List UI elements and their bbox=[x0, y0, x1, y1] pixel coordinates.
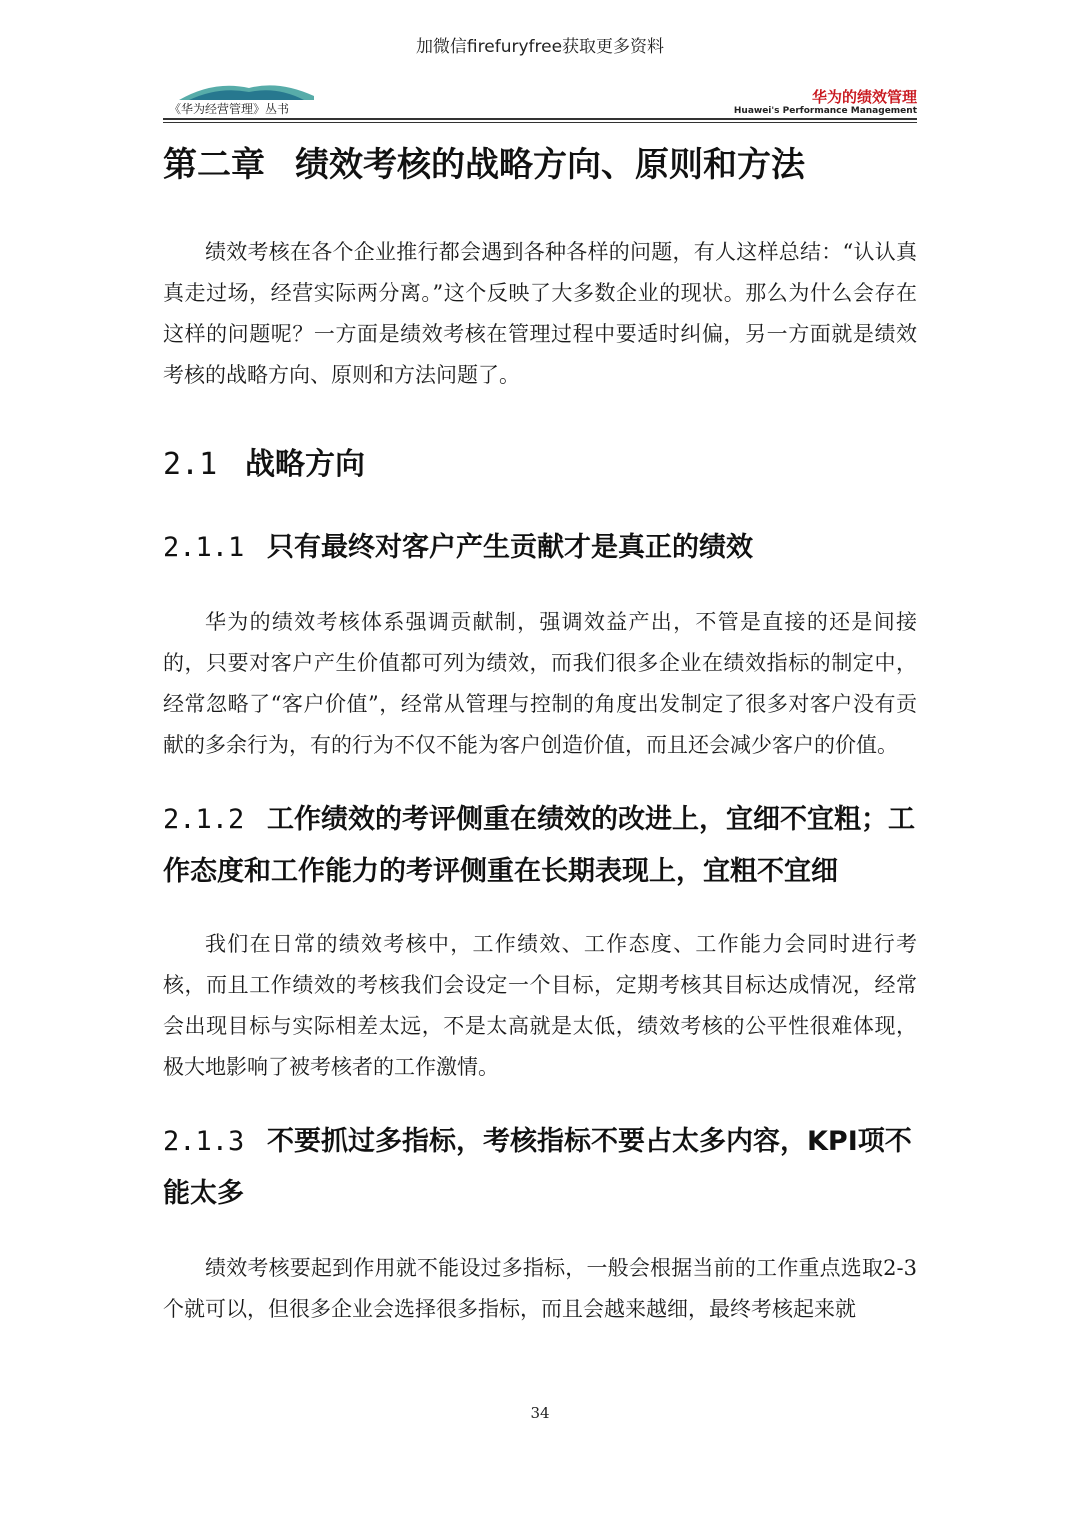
subsection-title: 工作绩效的考评侧重在绩效的改进上，宜细不宜粗；工作态度和工作能力的考评侧重在长期表现上，宜粗不宜细 bbox=[163, 804, 915, 887]
subsection-title: 不要抓过多指标，考核指标不要占太多内容，KPI项不能太多 bbox=[163, 1126, 912, 1209]
brand-title-en: Huawei's Performance Management bbox=[733, 106, 917, 116]
subsection-title: 只有最终对客户产生贡献才是真正的绩效 bbox=[267, 532, 753, 563]
header-rule-thin bbox=[163, 122, 917, 123]
page-header bbox=[163, 78, 917, 122]
page-content bbox=[163, 140, 917, 1330]
subsection-heading bbox=[163, 794, 917, 898]
chapter-title: 绩效考核的战略方向、原则和方法 bbox=[295, 145, 805, 185]
section-number: 2.1 bbox=[163, 447, 218, 482]
page-number: 34 bbox=[530, 1404, 550, 1422]
header-rule bbox=[163, 118, 917, 120]
subsection-number: 2.1.3 bbox=[163, 1126, 245, 1157]
chapter-number: 第二章 bbox=[163, 145, 265, 185]
brand-title-cn: 华为的绩效管理 bbox=[811, 88, 917, 106]
subsection-paragraph: 绩效考核要起到作用就不能设过多指标，一般会根据当前的工作重点选取2-3个就可以，但很多企业会选择很多指标，而且会越来越细，最终考核起来就 bbox=[163, 1256, 917, 1321]
series-logo-icon bbox=[169, 78, 329, 102]
subsection-number: 2.1.2 bbox=[163, 804, 245, 835]
subsection-heading bbox=[163, 1116, 917, 1220]
section-heading bbox=[163, 442, 917, 488]
subsection-number: 2.1.1 bbox=[163, 532, 245, 563]
chapter-intro-paragraph: 绩效考核在各个企业推行都会遇到各种各样的问题，有人这样总结：“认认真真走过场，经营实际两分离。”这个反映了大多数企业的现状。那么为什么会存在这样的问题呢？一方面是绩效考核在管理过程中要适时纠偏，另一方面就是绩效考核的战略方向、原则和方法问题了。 bbox=[163, 240, 917, 387]
chapter-heading bbox=[163, 140, 917, 190]
brand-block bbox=[734, 88, 917, 117]
subsection-paragraph: 我们在日常的绩效考核中，工作绩效、工作态度、工作能力会同时进行考核，而且工作绩效的考核我们会设定一个目标，定期考核其目标达成情况，经常会出现目标与实际相差太远，不是太高就是太低，绩效考核的公平性很难体现，极大地影响了被考核者的工作激情。 bbox=[163, 932, 917, 1079]
series-title: 《华为经营管理》丛书 bbox=[169, 102, 290, 116]
subsection-heading bbox=[163, 522, 917, 574]
section-title: 战略方向 bbox=[245, 447, 365, 482]
watermark-text: 加微信firefuryfree获取更多资料 bbox=[415, 37, 665, 57]
subsection-paragraph: 华为的绩效考核体系强调贡献制，强调效益产出，不管是直接的还是间接的，只要对客户产生价值都可列为绩效，而我们很多企业在绩效指标的制定中，经常忽略了“客户价值”，经常从管理与控制的角度出发制定了很多对客户没有贡献的多余行为，有的行为不仅不能为客户创造价值，而且还会减少客户的价值。 bbox=[163, 610, 917, 757]
